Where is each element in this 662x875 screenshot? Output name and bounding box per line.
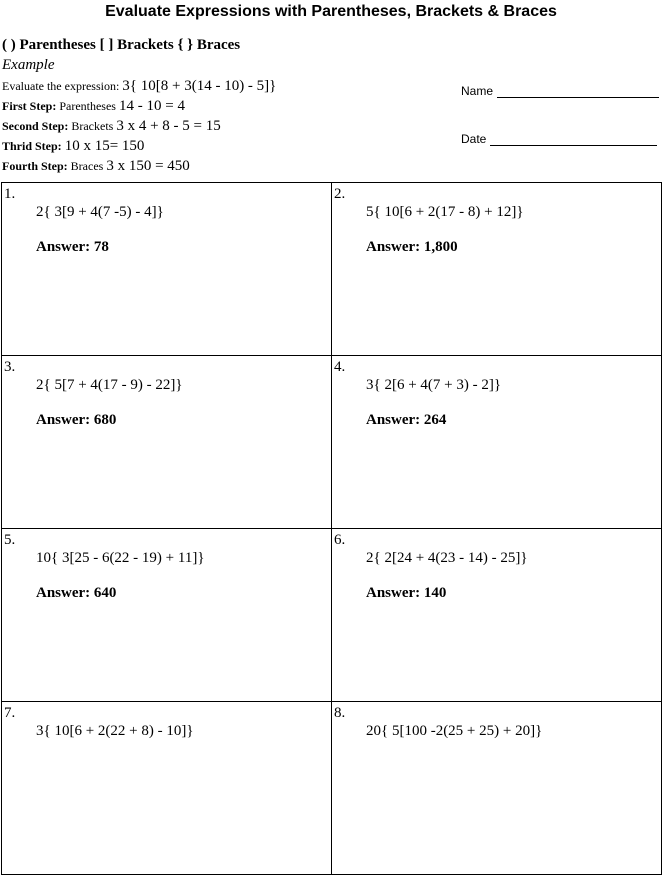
problem-cell [2,529,332,702]
evaluate-line [2,78,276,95]
problem-answer: Answer: 140 [366,585,447,601]
problem-number: 4. [334,359,346,375]
date-field[interactable] [461,132,657,146]
step-3 [2,138,144,155]
step-1-work: 14 - 10 = 4 [118,98,185,114]
step-4-work: 3 x 150 = 450 [106,158,190,174]
name-line[interactable] [497,85,659,98]
example-label: Example [2,57,55,73]
problem-expression: 5{ 10[6 + 2(17 - 8) + 12]} [366,204,524,220]
problem-cell [2,356,332,529]
problem-answer: Answer: 640 [36,585,117,601]
step-2-kind: Brackets [71,119,114,133]
problem-expression: 2{ 5[7 + 4(17 - 9) - 22]} [36,377,183,393]
problem-cell [2,183,332,356]
problem-number: 7. [4,705,16,721]
step-1-label: First Step: [2,99,57,113]
step-2-label: Second Step: [2,119,69,133]
problem-number: 1. [4,186,16,202]
step-1-kind: Parentheses [59,99,116,113]
problem-number: 5. [4,532,16,548]
problem-expression: 3{ 10[6 + 2(22 + 8) - 10]} [36,723,194,739]
problem-grid [1,182,662,875]
problem-answer: Answer: 264 [366,412,447,428]
name-label: Name [461,84,494,98]
problem-number: 2. [334,186,346,202]
name-field[interactable] [461,84,659,98]
step-4 [2,158,190,175]
date-label: Date [461,132,487,146]
problem-expression: 2{ 2[24 + 4(23 - 14) - 25]} [366,550,528,566]
problem-answer: Answer: 78 [36,239,109,255]
step-4-label: Fourth Step: [2,159,68,173]
step-2-work: 3 x 4 + 8 - 5 = 15 [116,118,221,134]
problem-expression: 2{ 3[9 + 4(7 -5) - 4]} [36,204,164,220]
problem-cell [332,702,662,875]
problem-expression: 3{ 2[6 + 4(7 + 3) - 2]} [366,377,502,393]
step-3-work: 10 x 15= 150 [64,138,145,154]
problem-number: 8. [334,705,346,721]
problem-expression: 10{ 3[25 - 6(22 - 19) + 11]} [36,550,205,566]
date-line[interactable] [490,133,657,146]
problem-cell [332,529,662,702]
example-expression: 3{ 10[8 + 3(14 - 10) - 5]} [122,78,277,94]
step-3-label: Thrid Step: [2,139,62,153]
step-4-kind: Braces [70,159,104,173]
step-1 [2,98,185,115]
symbols-legend: ( ) Parentheses [ ] Brackets { } Braces [2,37,241,53]
evaluate-label: Evaluate the expression: [2,79,120,93]
problem-number: 3. [4,359,16,375]
worksheet-title: Evaluate Expressions with Parentheses, Brackets & Braces [105,3,557,20]
problem-cell [332,356,662,529]
problem-expression: 20{ 5[100 -2(25 + 25) + 20]} [366,723,543,739]
problem-number: 6. [334,532,346,548]
step-2 [2,118,221,135]
problem-answer: Answer: 680 [36,412,117,428]
problem-cell [332,183,662,356]
problem-answer: Answer: 1,800 [366,239,458,255]
problem-cell [2,702,332,875]
